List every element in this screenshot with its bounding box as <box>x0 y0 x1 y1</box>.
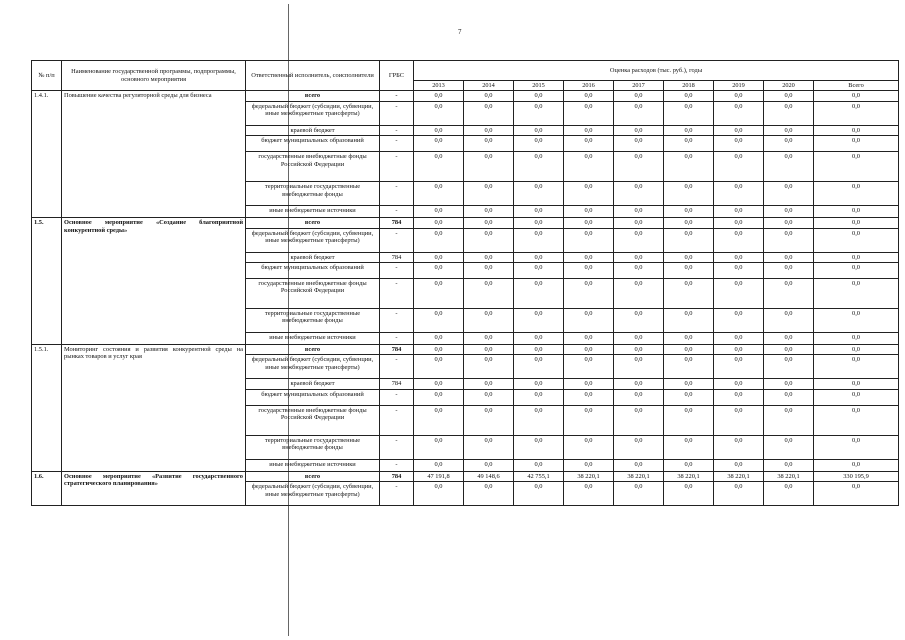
cost-value: 38 220,1 <box>564 471 614 481</box>
cost-value: 0,0 <box>614 152 664 182</box>
cost-value: 0,0 <box>814 345 899 355</box>
cost-value: 0,0 <box>564 125 614 135</box>
cost-value: 0,0 <box>814 136 899 152</box>
header-year-0: 2013 <box>414 81 464 91</box>
cost-value: 0,0 <box>464 345 514 355</box>
header-costs: Оценка расходов (тыс. руб.), годы <box>414 61 899 81</box>
cost-value: 0,0 <box>514 333 564 345</box>
cost-value: 0,0 <box>814 228 899 252</box>
cost-value: 0,0 <box>764 263 814 279</box>
header-year-4: 2017 <box>614 81 664 91</box>
cost-value: 0,0 <box>614 459 664 471</box>
grbs-code: - <box>380 125 414 135</box>
cost-value: 0,0 <box>764 279 814 309</box>
grbs-code: 784 <box>380 471 414 481</box>
header-year-7: 2020 <box>764 81 814 91</box>
cost-value: 0,0 <box>714 101 764 125</box>
cost-value: 0,0 <box>714 228 764 252</box>
cost-value: 0,0 <box>464 206 514 218</box>
cost-value: 0,0 <box>514 345 564 355</box>
grbs-code: - <box>380 101 414 125</box>
cost-value: 0,0 <box>514 459 564 471</box>
cost-value: 0,0 <box>714 136 764 152</box>
cost-value: 0,0 <box>414 152 464 182</box>
cost-value: 0,0 <box>764 389 814 405</box>
cost-value: 0,0 <box>714 459 764 471</box>
cost-value: 0,0 <box>664 125 714 135</box>
cost-value: 0,0 <box>764 182 814 206</box>
cost-value: 0,0 <box>614 91 664 101</box>
cost-value: 0,0 <box>414 279 464 309</box>
cost-value: 0,0 <box>714 125 764 135</box>
cost-value: 0,0 <box>664 252 714 262</box>
cost-value: 0,0 <box>414 345 464 355</box>
cost-value: 0,0 <box>414 101 464 125</box>
cost-value: 0,0 <box>464 101 514 125</box>
grbs-code: - <box>380 263 414 279</box>
page-number: 7 <box>458 28 462 36</box>
cost-value: 0,0 <box>414 355 464 379</box>
cost-value: 0,0 <box>814 333 899 345</box>
cost-value: 0,0 <box>564 252 614 262</box>
cost-value: 0,0 <box>514 136 564 152</box>
cost-value: 0,0 <box>664 355 714 379</box>
cost-value: 0,0 <box>614 228 664 252</box>
funding-source: бюджет муниципальных образований <box>246 136 380 152</box>
cost-value: 0,0 <box>564 152 614 182</box>
cost-value: 0,0 <box>514 152 564 182</box>
cost-value: 0,0 <box>764 333 814 345</box>
cost-value: 0,0 <box>814 101 899 125</box>
grbs-code: - <box>380 459 414 471</box>
program-name: Основное мероприятие «Развитие государственного стратегического планирования» <box>62 471 246 505</box>
grbs-code: - <box>380 355 414 379</box>
table-row <box>32 345 899 355</box>
cost-value: 0,0 <box>664 91 714 101</box>
grbs-code: - <box>380 91 414 101</box>
grbs-code: - <box>380 333 414 345</box>
funding-source: всего <box>246 345 380 355</box>
program-name: Мониторинг состояния и развития конкурентной среды на рынках товаров и услуг края <box>62 345 246 472</box>
header-name: Наименование государственной программы, подпрограммы, основного мероприятия <box>62 61 246 91</box>
cost-value: 0,0 <box>414 263 464 279</box>
cost-value: 0,0 <box>514 206 564 218</box>
funding-source: краевой бюджет <box>246 252 380 262</box>
cost-value: 0,0 <box>664 136 714 152</box>
funding-source: государственные внебюджетные фонды Российской Федерации <box>246 152 380 182</box>
cost-value: 0,0 <box>764 91 814 101</box>
cost-value: 0,0 <box>714 206 764 218</box>
cost-value: 0,0 <box>764 309 814 333</box>
cost-value: 0,0 <box>564 136 614 152</box>
grbs-code: - <box>380 435 414 459</box>
cost-value: 0,0 <box>664 333 714 345</box>
cost-value: 0,0 <box>714 405 764 435</box>
cost-value: 0,0 <box>414 405 464 435</box>
cost-value: 0,0 <box>464 389 514 405</box>
cost-value: 0,0 <box>464 152 514 182</box>
row-number: 1.5.1. <box>32 345 62 472</box>
cost-value: 0,0 <box>664 279 714 309</box>
cost-value: 0,0 <box>614 206 664 218</box>
cost-value: 0,0 <box>664 405 714 435</box>
cost-value: 0,0 <box>614 279 664 309</box>
cost-value: 38 220,1 <box>614 471 664 481</box>
funding-source: федеральный бюджет (субсидии, субвенции, иные межбюджетные трансферты) <box>246 355 380 379</box>
cost-value: 0,0 <box>464 355 514 379</box>
cost-value: 0,0 <box>514 101 564 125</box>
cost-value: 0,0 <box>614 333 664 345</box>
cost-value: 0,0 <box>664 389 714 405</box>
cost-value: 0,0 <box>464 333 514 345</box>
funding-source: иные внебюджетные источники <box>246 333 380 345</box>
grbs-code: - <box>380 136 414 152</box>
cost-value: 0,0 <box>714 309 764 333</box>
cost-value: 0,0 <box>564 435 614 459</box>
cost-value: 0,0 <box>764 125 814 135</box>
cost-value: 0,0 <box>464 136 514 152</box>
cost-value: 0,0 <box>414 309 464 333</box>
grbs-code: - <box>380 405 414 435</box>
grbs-code: 784 <box>380 252 414 262</box>
cost-value: 0,0 <box>664 182 714 206</box>
cost-value: 0,0 <box>814 279 899 309</box>
cost-value: 330 195,9 <box>814 471 899 481</box>
cost-value: 0,0 <box>414 206 464 218</box>
cost-value: 0,0 <box>764 405 814 435</box>
cost-value: 47 191,8 <box>414 471 464 481</box>
header-year-8: Всего <box>814 81 899 91</box>
cost-value: 0,0 <box>564 345 614 355</box>
funding-source: федеральный бюджет (субсидии, субвенции, иные межбюджетные трансферты) <box>246 228 380 252</box>
cost-value: 0,0 <box>764 218 814 228</box>
cost-value: 0,0 <box>814 459 899 471</box>
cost-value: 0,0 <box>714 379 764 389</box>
grbs-code: - <box>380 182 414 206</box>
cost-value: 0,0 <box>764 459 814 471</box>
cost-value: 0,0 <box>714 252 764 262</box>
cost-value: 0,0 <box>614 125 664 135</box>
cost-value: 0,0 <box>564 206 614 218</box>
cost-value: 0,0 <box>414 182 464 206</box>
cost-value: 0,0 <box>514 309 564 333</box>
cost-value: 0,0 <box>464 435 514 459</box>
funding-source: бюджет муниципальных образований <box>246 389 380 405</box>
cost-value: 0,0 <box>564 405 614 435</box>
cost-value: 0,0 <box>814 482 899 506</box>
cost-value: 0,0 <box>664 309 714 333</box>
program-name: Повышение качества регуляторной среды для бизнеса <box>62 91 246 218</box>
cost-value: 0,0 <box>764 252 814 262</box>
funding-source: иные внебюджетные источники <box>246 206 380 218</box>
cost-value: 0,0 <box>814 152 899 182</box>
grbs-code: 784 <box>380 218 414 228</box>
cost-value: 0,0 <box>514 379 564 389</box>
cost-value: 0,0 <box>764 482 814 506</box>
cost-value: 0,0 <box>464 279 514 309</box>
cost-value: 0,0 <box>614 309 664 333</box>
table-row <box>32 218 899 228</box>
grbs-code: 784 <box>380 379 414 389</box>
cost-value: 0,0 <box>514 263 564 279</box>
cost-value: 0,0 <box>464 218 514 228</box>
cost-value: 0,0 <box>614 405 664 435</box>
header-year-1: 2014 <box>464 81 514 91</box>
cost-value: 42 755,1 <box>514 471 564 481</box>
cost-value: 0,0 <box>514 435 564 459</box>
cost-value: 0,0 <box>714 435 764 459</box>
cost-value: 0,0 <box>564 91 614 101</box>
cost-value: 38 220,1 <box>664 471 714 481</box>
grbs-code: - <box>380 482 414 506</box>
grbs-code: - <box>380 389 414 405</box>
cost-value: 0,0 <box>814 355 899 379</box>
cost-value: 0,0 <box>464 125 514 135</box>
cost-value: 0,0 <box>614 389 664 405</box>
cost-value: 0,0 <box>564 263 614 279</box>
cost-value: 0,0 <box>764 206 814 218</box>
cost-value: 0,0 <box>514 482 564 506</box>
budget-table <box>31 60 899 506</box>
cost-value: 0,0 <box>464 309 514 333</box>
program-name: Основное мероприятие «Создание благоприятной конкурентной среды» <box>62 218 246 345</box>
cost-value: 0,0 <box>814 91 899 101</box>
cost-value: 0,0 <box>464 252 514 262</box>
cost-value: 0,0 <box>514 389 564 405</box>
cost-value: 0,0 <box>564 333 614 345</box>
cost-value: 0,0 <box>414 333 464 345</box>
cost-value: 0,0 <box>714 345 764 355</box>
header-grbs: ГРБС <box>380 61 414 91</box>
grbs-code: 784 <box>380 345 414 355</box>
cost-value: 38 220,1 <box>764 471 814 481</box>
cost-value: 0,0 <box>564 228 614 252</box>
cost-value: 0,0 <box>614 355 664 379</box>
funding-source: всего <box>246 218 380 228</box>
cost-value: 0,0 <box>414 125 464 135</box>
cost-value: 0,0 <box>714 482 764 506</box>
cost-value: 0,0 <box>514 279 564 309</box>
funding-source: государственные внебюджетные фонды Российской Федерации <box>246 279 380 309</box>
cost-value: 0,0 <box>614 182 664 206</box>
cost-value: 0,0 <box>614 252 664 262</box>
funding-source: краевой бюджет <box>246 125 380 135</box>
cost-value: 0,0 <box>514 228 564 252</box>
cost-value: 0,0 <box>514 91 564 101</box>
cost-value: 0,0 <box>664 218 714 228</box>
cost-value: 0,0 <box>414 389 464 405</box>
cost-value: 0,0 <box>464 405 514 435</box>
cost-value: 0,0 <box>714 389 764 405</box>
cost-value: 0,0 <box>664 459 714 471</box>
cost-value: 0,0 <box>614 435 664 459</box>
cost-value: 0,0 <box>714 279 764 309</box>
funding-source: всего <box>246 471 380 481</box>
cost-value: 0,0 <box>664 263 714 279</box>
cost-value: 0,0 <box>464 182 514 206</box>
cost-value: 0,0 <box>614 263 664 279</box>
row-number: 1.4.1. <box>32 91 62 218</box>
cost-value: 0,0 <box>814 218 899 228</box>
funding-source: иные внебюджетные источники <box>246 459 380 471</box>
cost-value: 0,0 <box>814 379 899 389</box>
cost-value: 0,0 <box>714 355 764 379</box>
cost-value: 0,0 <box>614 136 664 152</box>
cost-value: 0,0 <box>514 125 564 135</box>
cost-value: 0,0 <box>414 435 464 459</box>
cost-value: 0,0 <box>764 379 814 389</box>
cost-value: 0,0 <box>714 182 764 206</box>
cost-value: 0,0 <box>414 136 464 152</box>
funding-source: бюджет муниципальных образований <box>246 263 380 279</box>
header-year-6: 2019 <box>714 81 764 91</box>
cost-value: 0,0 <box>764 435 814 459</box>
cost-value: 0,0 <box>414 218 464 228</box>
cost-value: 0,0 <box>464 459 514 471</box>
cost-value: 0,0 <box>814 252 899 262</box>
cost-value: 0,0 <box>714 333 764 345</box>
cost-value: 0,0 <box>814 206 899 218</box>
header-year-5: 2018 <box>664 81 714 91</box>
cost-value: 0,0 <box>764 355 814 379</box>
funding-source: территориальные государственные внебюджетные фонды <box>246 309 380 333</box>
cost-value: 0,0 <box>664 206 714 218</box>
header-no: № п/п <box>32 61 62 91</box>
cost-value: 0,0 <box>664 228 714 252</box>
cost-value: 0,0 <box>814 125 899 135</box>
cost-value: 0,0 <box>714 218 764 228</box>
cost-value: 0,0 <box>564 101 614 125</box>
cost-value: 0,0 <box>614 101 664 125</box>
cost-value: 0,0 <box>564 279 614 309</box>
cost-value: 0,0 <box>464 482 514 506</box>
cost-value: 49 148,6 <box>464 471 514 481</box>
grbs-code: - <box>380 228 414 252</box>
header-year-2: 2015 <box>514 81 564 91</box>
cost-value: 0,0 <box>414 482 464 506</box>
cost-value: 0,0 <box>664 101 714 125</box>
cost-value: 0,0 <box>764 228 814 252</box>
cost-value: 0,0 <box>664 379 714 389</box>
cost-value: 0,0 <box>764 152 814 182</box>
cost-value: 0,0 <box>564 389 614 405</box>
table-row <box>32 91 899 101</box>
cost-value: 0,0 <box>564 309 614 333</box>
funding-source: федеральный бюджет (субсидии, субвенции, иные межбюджетные трансферты) <box>246 101 380 125</box>
cost-value: 0,0 <box>514 218 564 228</box>
cost-value: 0,0 <box>664 152 714 182</box>
cost-value: 0,0 <box>814 389 899 405</box>
row-number: 1.6. <box>32 471 62 505</box>
funding-source: федеральный бюджет (субсидии, субвенции, иные межбюджетные трансферты) <box>246 482 380 506</box>
cost-value: 0,0 <box>614 218 664 228</box>
header-executor: Ответственный исполнитель, соисполнители <box>246 61 380 91</box>
cost-value: 0,0 <box>814 309 899 333</box>
cost-value: 0,0 <box>764 101 814 125</box>
cost-value: 0,0 <box>564 355 614 379</box>
cost-value: 0,0 <box>664 345 714 355</box>
cost-value: 0,0 <box>514 355 564 379</box>
cost-value: 0,0 <box>564 182 614 206</box>
cost-value: 0,0 <box>414 379 464 389</box>
cost-value: 0,0 <box>814 263 899 279</box>
funding-source: государственные внебюджетные фонды Российской Федерации <box>246 405 380 435</box>
cost-value: 0,0 <box>514 182 564 206</box>
cost-value: 0,0 <box>564 482 614 506</box>
cost-value: 0,0 <box>564 218 614 228</box>
cost-value: 0,0 <box>664 435 714 459</box>
cost-value: 0,0 <box>714 152 764 182</box>
grbs-code: - <box>380 309 414 333</box>
grbs-code: - <box>380 152 414 182</box>
cost-value: 0,0 <box>614 482 664 506</box>
header-year-3: 2016 <box>564 81 614 91</box>
cost-value: 0,0 <box>814 405 899 435</box>
cost-value: 0,0 <box>464 91 514 101</box>
cost-value: 0,0 <box>714 91 764 101</box>
cost-value: 0,0 <box>564 459 614 471</box>
grbs-code: - <box>380 206 414 218</box>
cost-value: 0,0 <box>814 182 899 206</box>
cost-value: 0,0 <box>764 345 814 355</box>
funding-source: всего <box>246 91 380 101</box>
cost-value: 0,0 <box>464 263 514 279</box>
cost-value: 0,0 <box>614 379 664 389</box>
cost-value: 0,0 <box>414 228 464 252</box>
cost-value: 0,0 <box>464 379 514 389</box>
funding-source: территориальные государственные внебюджетные фонды <box>246 182 380 206</box>
cost-value: 0,0 <box>464 228 514 252</box>
cost-value: 0,0 <box>414 459 464 471</box>
funding-source: краевой бюджет <box>246 379 380 389</box>
grbs-code: - <box>380 279 414 309</box>
cost-value: 0,0 <box>714 263 764 279</box>
cost-value: 0,0 <box>664 482 714 506</box>
cost-value: 0,0 <box>814 435 899 459</box>
row-number: 1.5. <box>32 218 62 345</box>
cost-value: 0,0 <box>414 91 464 101</box>
cost-value: 0,0 <box>764 136 814 152</box>
cost-value: 0,0 <box>564 379 614 389</box>
cost-value: 0,0 <box>514 405 564 435</box>
cost-value: 0,0 <box>414 252 464 262</box>
cost-value: 0,0 <box>614 345 664 355</box>
cost-value: 0,0 <box>514 252 564 262</box>
cost-value: 38 220,1 <box>714 471 764 481</box>
table-row <box>32 471 899 481</box>
funding-source: территориальные государственные внебюджетные фонды <box>246 435 380 459</box>
